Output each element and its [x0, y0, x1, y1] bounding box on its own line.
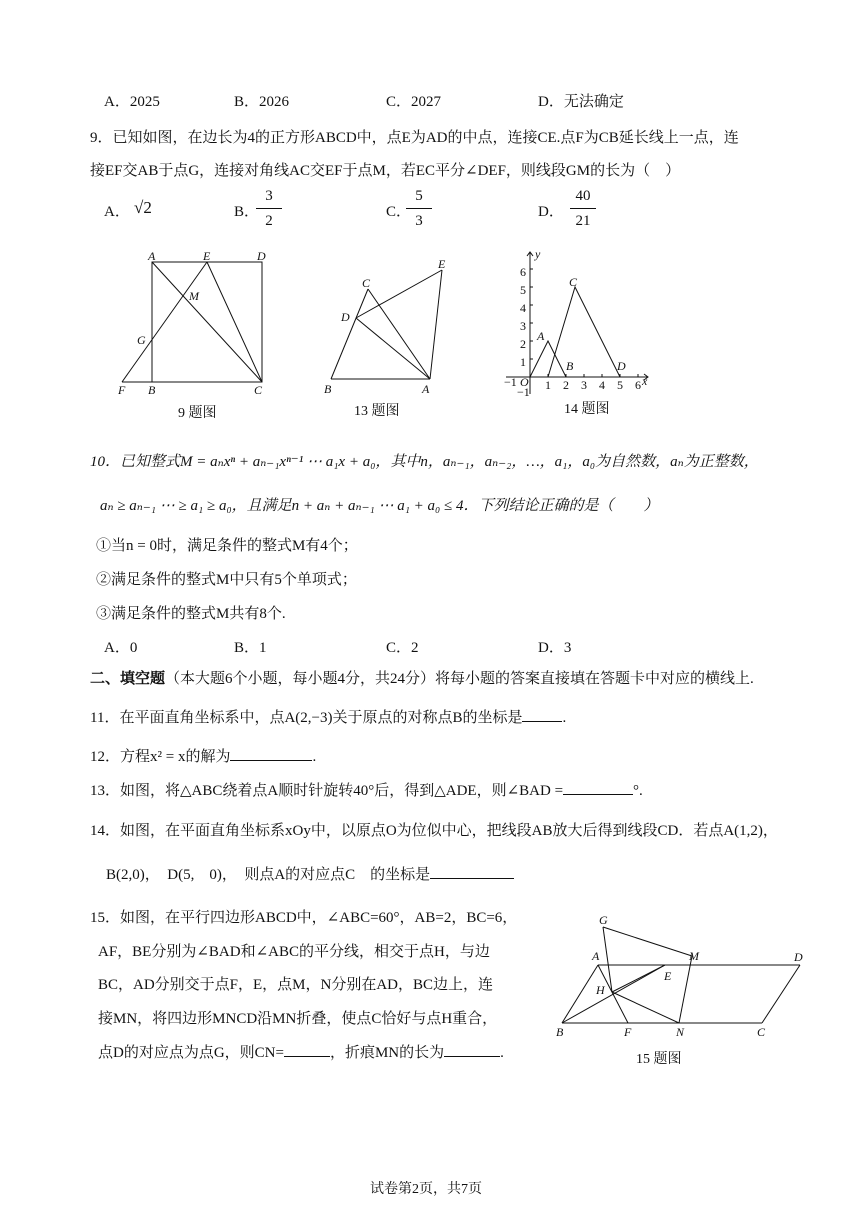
- q15-mn-blank[interactable]: [444, 1042, 500, 1057]
- denominator: 3: [415, 213, 423, 229]
- figure-14: [500, 244, 660, 400]
- label-D: D: [257, 250, 266, 263]
- q13-answer-blank[interactable]: [563, 780, 633, 795]
- q11-end: .: [562, 710, 567, 726]
- q9-option-c-fraction: [402, 186, 436, 231]
- q9-option-d-fraction: [566, 186, 600, 231]
- q11: [90, 706, 566, 727]
- page-footer: 试卷第2页，共7页: [370, 1182, 482, 1197]
- q9-option-b-label: B．: [234, 204, 260, 220]
- q14-line2-text: B(2,0)， D(5, 0)， 则点A的对应点C 的坐标是: [106, 867, 431, 883]
- q13-end: °.: [633, 783, 643, 799]
- numerator: 5: [415, 188, 423, 204]
- x-tick-neg1: −1: [504, 375, 517, 389]
- y-tick-5: 5: [520, 283, 526, 297]
- label-C: C: [254, 383, 263, 397]
- q12-end: .: [312, 749, 317, 765]
- numerator: 40: [575, 188, 591, 204]
- q8-option-d: D．无法确定: [538, 94, 624, 110]
- q10-option-b: B．1: [234, 640, 267, 656]
- label-N: N: [676, 1025, 685, 1039]
- q15-line5: [98, 1041, 504, 1062]
- y-tick-1: 1: [520, 355, 526, 369]
- label-A: A: [148, 250, 156, 263]
- origin-label: O: [520, 375, 529, 389]
- label-A: A: [422, 382, 430, 396]
- point-B-label: B: [566, 359, 574, 373]
- figure-9: [112, 250, 272, 400]
- q10-statement-1: ①当n = 0时，满足条件的整式M有4个；: [96, 538, 358, 554]
- label-G: G: [599, 913, 608, 927]
- axis-x-label: x: [642, 374, 648, 388]
- q15-line5-b: ，折痕MN的长为: [329, 1045, 445, 1061]
- label-A: A: [592, 949, 600, 963]
- q10-option-d: D．3: [538, 640, 572, 656]
- axis-y-label: y: [535, 247, 541, 261]
- q10-statement-2: ②满足条件的整式M中只有5个单项式；: [96, 572, 357, 588]
- denominator: 21: [575, 213, 591, 229]
- x-tick-1: 1: [545, 378, 551, 392]
- q9-option-b-fraction: [252, 186, 286, 231]
- label-M: M: [189, 289, 199, 303]
- q14-answer-blank[interactable]: [430, 864, 514, 879]
- y-tick-3: 3: [520, 319, 526, 333]
- q13-text: 13．如图，将△ABC绕着点A顺时针旋转40°后，得到△ADE，则∠BAD =: [90, 783, 564, 799]
- q9-line1: 9．已知如图，在边长为4的正方形ABCD中，点E为AD的中点，连接CE.点F为CB延长线上一点，连: [90, 130, 739, 146]
- x-tick-4: 4: [599, 378, 605, 392]
- label-B: B: [148, 383, 156, 397]
- label-E: E: [203, 250, 211, 263]
- figure-15: [552, 908, 812, 1043]
- label-B: B: [556, 1025, 564, 1039]
- q9-line2: 接EF交AB于点G，连接对角线AC交EF于点M，若EC平分∠DEF，则线段GM的长为（ ）: [90, 163, 681, 179]
- x-tick-2: 2: [563, 378, 569, 392]
- fig9-caption: 9 题图: [178, 406, 217, 421]
- q8-option-c: C．2027: [386, 94, 442, 110]
- q15-line1: 15．如图，在平行四边形ABCD中，∠ABC=60°，AB=2，BC=6，: [90, 910, 518, 926]
- section-2-title: 二、填空题: [90, 671, 166, 687]
- q12: [90, 745, 316, 766]
- label-F: F: [624, 1025, 632, 1039]
- label-B: B: [324, 382, 332, 396]
- q9-option-a-value: √2: [134, 198, 152, 217]
- q11-text: 11．在平面直角坐标系中，点A(2,−3)关于原点的对称点B的坐标是: [90, 710, 523, 726]
- q14-line1: 14．如图，在平面直角坐标系xOy中，以原点O为位似中心，把线段AB放大后得到线段CD．若点A(1,2)，: [90, 823, 778, 839]
- fig15-caption: 15 题图: [636, 1052, 682, 1067]
- section-2-desc: （本大题6个小题，每小题4分，共24分）将每小题的答案直接填在答题卡中对应的横线上.: [165, 671, 754, 687]
- q10-option-c: C．2: [386, 640, 419, 656]
- q9-option-d-label: D．: [538, 204, 564, 220]
- x-tick-6: 6: [635, 378, 641, 392]
- numerator: 3: [265, 188, 273, 204]
- label-E: E: [438, 257, 446, 271]
- x-tick-3: 3: [581, 378, 587, 392]
- q8-option-b: B．2026: [234, 94, 290, 110]
- x-tick-5: 5: [617, 378, 623, 392]
- y-tick-2: 2: [520, 337, 526, 351]
- q15-line5-c: .: [500, 1045, 504, 1061]
- point-D-label: D: [617, 359, 626, 373]
- label-D: D: [341, 310, 350, 324]
- q15-line3: BC，AD分别交于点F，E，点M，N分别在AD，BC边上，连: [98, 977, 494, 993]
- q12-text: 12．方程x² = x的解为: [90, 749, 231, 765]
- q15-line2: AF，BE分别为∠BAD和∠ABC的平分线，相交于点H，与边: [98, 944, 490, 960]
- label-G: G: [137, 333, 146, 347]
- fig14-caption: 14 题图: [564, 402, 610, 417]
- y-tick-neg1: −1: [517, 385, 530, 399]
- point-A-label: A: [537, 329, 545, 343]
- label-E: E: [664, 969, 672, 983]
- figure-13: [316, 255, 456, 400]
- q15-cn-blank[interactable]: [284, 1042, 330, 1057]
- label-F: F: [118, 383, 126, 397]
- q10-line2: aₙ ≥ aₙ₋₁ ⋯ ≥ a₁ ≥ a₀，且满足n + aₙ + aₙ₋₁ ⋯ a₁ + a₀ ≤ 4．下列结论正确的是（ ）: [100, 498, 659, 514]
- q14-line2: [106, 863, 514, 884]
- q15-line4: 接MN，将四边形MNCD沿MN折叠，使点C恰好与点H重合，: [98, 1011, 498, 1027]
- q8-option-a: A．2025: [104, 94, 160, 110]
- q15-line5-a: 点D的对应点为点G，则CN=: [98, 1045, 284, 1061]
- q12-answer-blank[interactable]: [230, 746, 312, 761]
- denominator: 2: [265, 213, 273, 229]
- q13: [90, 779, 643, 800]
- y-tick-4: 4: [520, 301, 526, 315]
- label-C: C: [757, 1025, 766, 1039]
- section-2-heading: [90, 667, 754, 688]
- label-M: M: [689, 949, 699, 963]
- fig13-caption: 13 题图: [354, 404, 400, 419]
- label-C: C: [362, 276, 371, 290]
- q9-option-a-label: A．: [104, 204, 130, 220]
- q10-line1: 10．已知整式M = aₙxⁿ + aₙ₋₁xⁿ⁻¹ ⋯ a₁x + a₀，其中n，aₙ₋₁，aₙ₋₂，…，a₁，a₀为自然数，aₙ为正整数，: [90, 454, 759, 470]
- q10-statement-3: ③满足条件的整式M共有8个.: [96, 606, 286, 622]
- q10-option-a: A．0: [104, 640, 138, 656]
- label-D: D: [794, 950, 803, 964]
- q11-answer-blank[interactable]: [522, 707, 562, 722]
- q9-option-c-label: C．: [386, 204, 412, 220]
- y-tick-6: 6: [520, 265, 526, 279]
- label-H: H: [596, 983, 605, 997]
- point-C-label: C: [569, 275, 578, 289]
